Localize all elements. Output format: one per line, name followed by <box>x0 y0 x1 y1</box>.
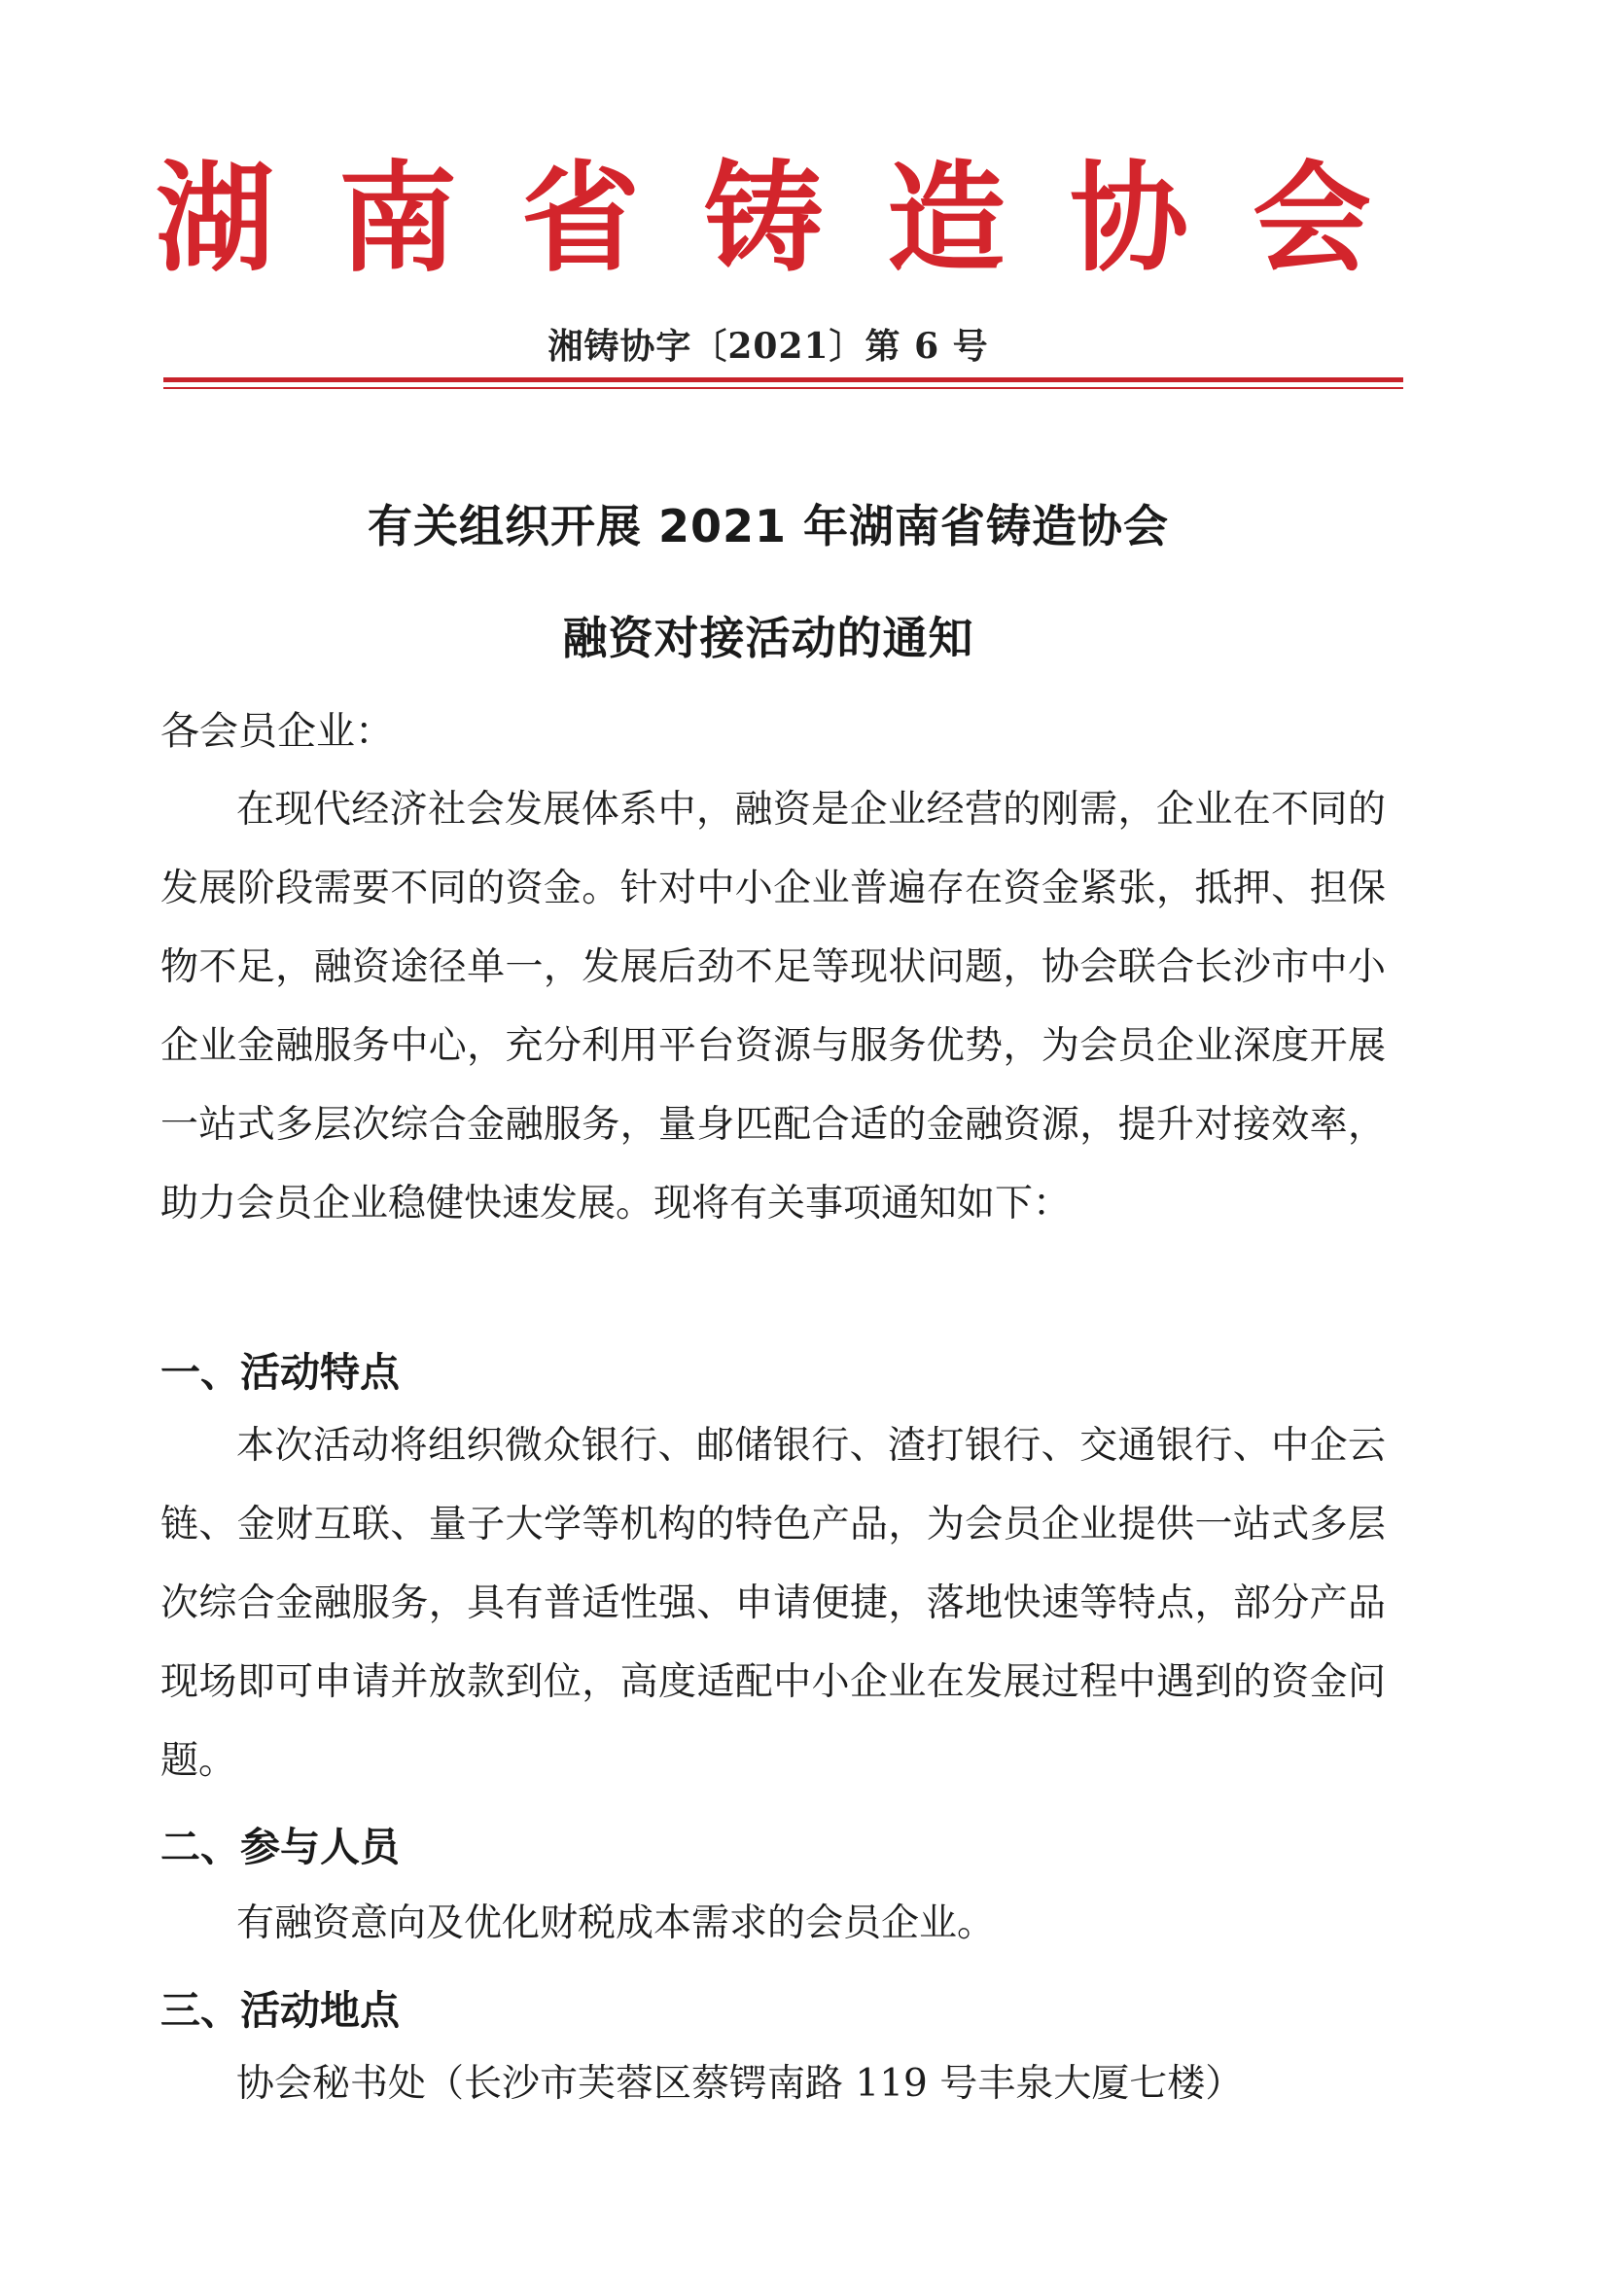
section-heading-participants: 二、参与人员 <box>160 1824 400 1870</box>
document-number: 湘铸协字〔2021〕第 6 号 <box>547 326 989 367</box>
notice-title-line1: 有关组织开展 2021 年湖南省铸造协会 <box>367 500 1170 552</box>
section-body-features: 本次活动将组织微众银行、邮储银行、渣打银行、交通银行、中企云链、金财互联、量子大学等机构的特色产品，为会员企业提供一站式多层次综合金融服务，具有普适性强、申请便捷，落地快速等特点，部分产品现场即可申请并放款到位，高度适配中小企业在发展过程中遇到的资金问题。 <box>160 1424 1386 1783</box>
letterhead-char: 造 <box>887 150 1006 288</box>
letterhead-char: 湖 <box>156 150 274 288</box>
letterhead-org-name <box>156 146 1371 292</box>
section-body-location: 协会秘书处（长沙市芙蓉区蔡锷南路 119 号丰泉大厦七楼） <box>236 2062 1244 2106</box>
letterhead-char: 铸 <box>704 150 823 288</box>
letterhead-divider-thick <box>163 377 1403 382</box>
intro-paragraph: 在现代经济社会发展体系中，融资是企业经营的刚需，企业在不同的发展阶段需要不同的资金。针对中小企业普遍存在资金紧张，抵押、担保物不足，融资途径单一，发展后劲不足等现状问题，协会联合长沙市中小企业金融服务中心，充分利用平台资源与服务优势，为会员企业深度开展一站式多层次综合金融服务，量身匹配合适的金融资源，提升对接效率，助力会员企业稳健快速发展。现将有关事项通知如下： <box>160 788 1386 1226</box>
letterhead-char: 南 <box>338 150 457 288</box>
letterhead-divider-thin <box>163 387 1403 389</box>
section-body-participants: 有融资意向及优化财税成本需求的会员企业。 <box>236 1901 996 1945</box>
letterhead-char: 会 <box>1253 150 1371 288</box>
notice-title-line2: 融资对接活动的通知 <box>562 612 974 664</box>
section-heading-features: 一、活动特点 <box>160 1349 400 1396</box>
section-heading-location: 三、活动地点 <box>160 1987 400 2034</box>
salutation: 各会员企业： <box>160 709 394 754</box>
letterhead-char: 协 <box>1070 150 1188 288</box>
letterhead-char: 省 <box>521 150 640 288</box>
